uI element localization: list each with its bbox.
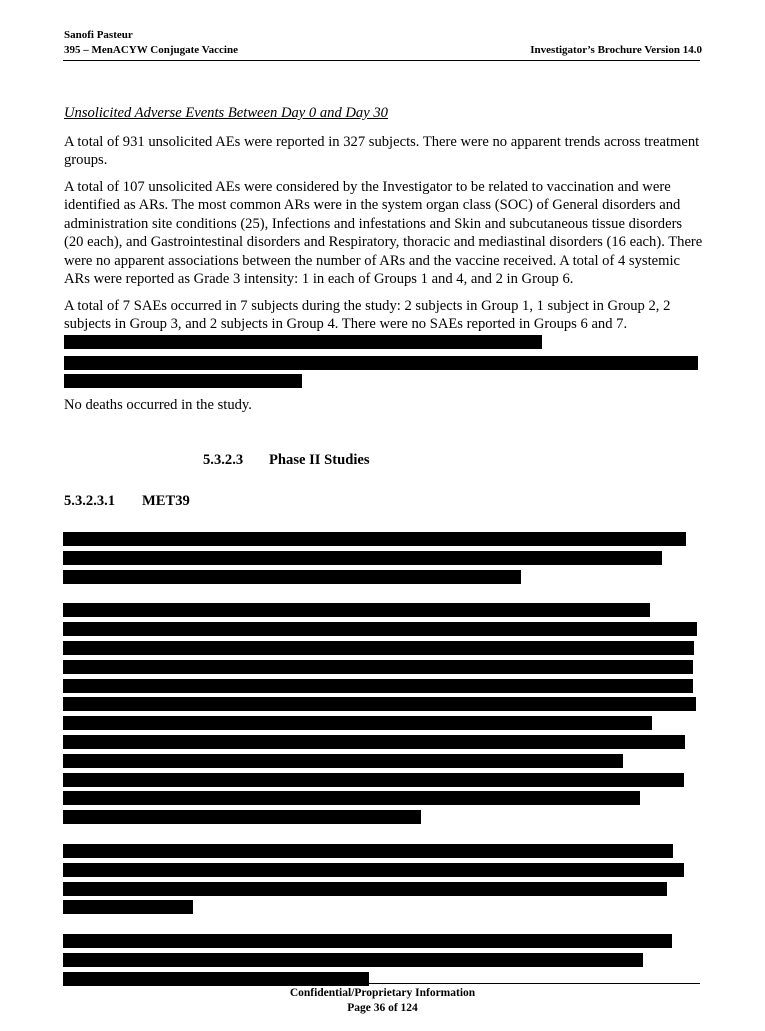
redaction-bar	[63, 697, 696, 711]
redaction-bar	[63, 551, 662, 565]
paragraph-deaths: No deaths occurred in the study.	[64, 397, 252, 413]
redaction-bar	[63, 735, 685, 749]
subsection-heading-met39	[64, 493, 190, 510]
redaction-bar	[64, 356, 698, 370]
header-divider	[63, 60, 700, 61]
subsection-heading-title: MET39	[142, 493, 190, 509]
redaction-bar	[63, 754, 623, 768]
paragraph-saes-text: A total of 7 SAEs occurred in 7 subjects during the study: 2 subjects in Group 1, 1 subject in Group 2, 2 subjects in Group 3, and 2 subjects in Group 4. There were no SAEs reported in Groups 6 and 7.	[64, 297, 671, 332]
section-heading-phase-ii	[203, 452, 370, 469]
header-left	[64, 28, 238, 58]
redaction-bar	[63, 953, 643, 967]
redacted-content	[63, 532, 703, 991]
redaction-bar	[63, 679, 693, 693]
redaction-bar	[63, 716, 652, 730]
paragraph-saes	[64, 297, 704, 353]
redaction-bar	[63, 934, 672, 948]
subsection-number: 5.3.2.3.1	[64, 493, 116, 509]
redaction-bar	[63, 844, 673, 858]
redaction-bar	[63, 622, 697, 636]
redaction-bar	[63, 603, 650, 617]
section-number: 5.3.2.3	[203, 452, 244, 468]
section-title: Unsolicited Adverse Events Between Day 0 and Day 30	[64, 105, 388, 121]
redaction-bar	[63, 570, 521, 584]
header-document: Investigator’s Brochure Version 14.0	[530, 44, 702, 56]
redaction-bar	[63, 773, 684, 787]
document-body	[64, 104, 704, 415]
redaction-bar	[63, 863, 684, 877]
redaction-bar	[63, 791, 640, 805]
redaction-bar	[64, 335, 542, 349]
paragraph-unsolicited-aes: A total of 931 unsolicited AEs were reported in 327 subjects. There were no apparent trends across treatment groups.	[64, 133, 700, 168]
redaction-bar	[63, 660, 693, 674]
redaction-bar	[63, 641, 694, 655]
header-company: Sanofi Pasteur	[64, 29, 133, 41]
footer-confidential: Confidential/Proprietary Information	[289, 987, 476, 999]
redaction-bar	[63, 900, 193, 914]
section-heading-title: Phase II Studies	[269, 452, 370, 468]
redaction-bar	[63, 532, 686, 546]
header-product: 395 – MenACYW Conjugate Vaccine	[64, 44, 238, 56]
redaction-bar	[63, 810, 421, 824]
footer-divider	[63, 983, 700, 984]
paragraph-adverse-reactions: A total of 107 unsolicited AEs were considered by the Investigator to be related to vaccination and were identified as ARs. The most common ARs were in the system organ class (SOC) of General disorders and administration site conditions (25), Infections and infestations and Skin and subcutaneous tissue disorders (20 each), and Gastrointestinal disorders and Respiratory, thoracic and mediastinal disorders (16 each). There were no apparent associations between the number of ARs and the vaccine received. A total of 4 systemic ARs were reported as Grade 3 intensity: 1 in each of Groups 1 and 4, and 2 in Group 6.	[64, 178, 703, 287]
redaction-bar	[63, 882, 667, 896]
redaction-bar	[64, 374, 302, 388]
footer-page-number: Page 36 of 124	[347, 1002, 418, 1014]
